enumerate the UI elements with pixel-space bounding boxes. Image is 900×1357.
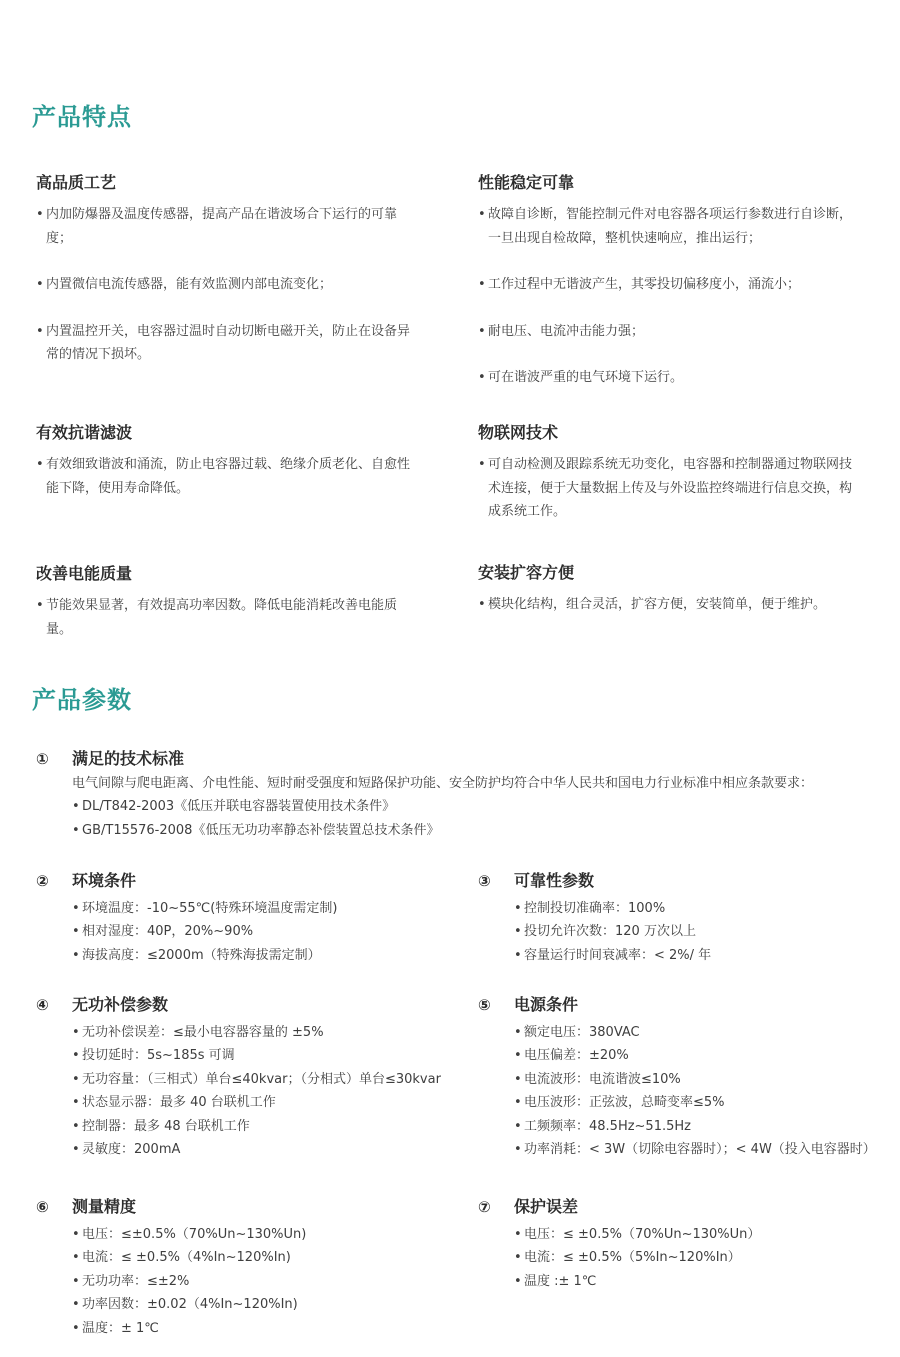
list-item: • DL/T842-2003《低压并联电容器装置使用技术条件》 bbox=[72, 795, 813, 818]
feature-block-iot bbox=[478, 422, 858, 547]
param-title: 满足的技术标准 bbox=[72, 749, 185, 768]
feature-block-quality bbox=[36, 172, 416, 390]
param-block-environment bbox=[36, 870, 337, 967]
list-item: • 电流：≤ ±0.5%（4%In~120%In) bbox=[72, 1246, 306, 1269]
feature-title: 改善电能质量 bbox=[36, 564, 133, 583]
feature-block-filter bbox=[36, 422, 416, 523]
param-number: ① bbox=[36, 750, 49, 768]
list-item: • 内加防爆器及温度传感器，提高产品在谐波场合下运行的可靠度； bbox=[36, 203, 416, 250]
list-item: • 额定电压：380VAC bbox=[514, 1021, 876, 1044]
param-list bbox=[514, 1021, 876, 1161]
list-item: • 温度 :± 1℃ bbox=[514, 1270, 760, 1293]
list-item: • 有效细致谐波和涌流，防止电容器过载、绝缘介质老化、自愈性能下降，使用寿命降低。 bbox=[36, 453, 416, 500]
param-description: 电气间隙与爬电距离、介电性能、短时耐受强度和短路保护功能、安全防护均符合中华人民共和国电力行业标准中相应条款要求： bbox=[72, 776, 814, 791]
list-item: • GB/T15576-2008《低压无功功率静态补偿装置总技术条件》 bbox=[72, 819, 813, 842]
list-item: • 工作过程中无谐波产生，其零投切偏移度小，涌流小； bbox=[478, 273, 858, 297]
feature-block-power-quality bbox=[36, 563, 416, 664]
list-item: • 电压：≤±0.5%（70%Un~130%Un) bbox=[72, 1223, 306, 1246]
param-list bbox=[72, 897, 337, 967]
param-block-reliability bbox=[478, 870, 711, 967]
list-item: • 功率消耗：< 3W（切除电容器时）；< 4W（投入电容器时） bbox=[514, 1138, 876, 1161]
param-list bbox=[514, 1223, 760, 1293]
list-item: • 电流：≤ ±0.5%（5%In~120%In） bbox=[514, 1246, 760, 1269]
list-item: • 电压波形：正弦波，总畸变率≤5% bbox=[514, 1091, 876, 1114]
list-item: • 状态显示器：最多 40 台联机工作 bbox=[72, 1091, 441, 1114]
param-header bbox=[36, 1196, 306, 1218]
list-item: • 节能效果显著，有效提高功率因数。降低电能消耗改善电能质量。 bbox=[36, 594, 416, 641]
list-item: • 相对湿度：40P，20%~90% bbox=[72, 920, 337, 943]
list-item: • 内置温控开关，电容器过温时自动切断电磁开关，防止在设备异常的情况下损坏。 bbox=[36, 320, 416, 367]
feature-list bbox=[478, 203, 858, 390]
list-item: • 控制投切准确率：100% bbox=[514, 897, 711, 920]
list-item: • 故障自诊断，智能控制元件对电容器各项运行参数进行自诊断，一旦出现自检故障，整机快速响应，推出运行； bbox=[478, 203, 858, 250]
feature-title: 物联网技术 bbox=[478, 423, 559, 442]
list-item: • 容量运行时间衰减率：< 2%/ 年 bbox=[514, 944, 711, 967]
param-header bbox=[478, 994, 876, 1016]
list-item: • 温度：± 1℃ bbox=[72, 1317, 306, 1340]
param-header bbox=[36, 748, 813, 770]
param-number: ⑦ bbox=[478, 1198, 491, 1216]
param-title: 测量精度 bbox=[72, 1197, 137, 1216]
list-item: • 控制器：最多 48 台联机工作 bbox=[72, 1115, 441, 1138]
param-list bbox=[514, 897, 711, 967]
list-item: • 耐电压、电流冲击能力强； bbox=[478, 320, 858, 344]
param-title: 可靠性参数 bbox=[514, 871, 595, 890]
param-list bbox=[72, 1021, 441, 1161]
list-item: • 投切允许次数：120 万次以上 bbox=[514, 920, 711, 943]
param-title: 保护误差 bbox=[514, 1197, 579, 1216]
param-block-measurement bbox=[36, 1196, 306, 1340]
feature-title: 安装扩容方便 bbox=[478, 563, 575, 582]
features-section-title: 产品特点 bbox=[32, 103, 132, 131]
param-list bbox=[72, 795, 813, 842]
list-item: • 电流波形：电流谐波≤10% bbox=[514, 1068, 876, 1091]
param-list bbox=[72, 1223, 306, 1340]
list-item: • 无功功率：≤±2% bbox=[72, 1270, 306, 1293]
list-item: • 工频频率：48.5Hz~51.5Hz bbox=[514, 1115, 876, 1138]
param-title: 环境条件 bbox=[72, 871, 137, 890]
feature-title: 性能稳定可靠 bbox=[478, 173, 575, 192]
param-header bbox=[478, 870, 711, 892]
list-item: • 内置微信电流传感器，能有效监测内部电流变化； bbox=[36, 273, 416, 297]
feature-block-install bbox=[478, 562, 858, 640]
param-header bbox=[36, 994, 441, 1016]
param-number: ⑥ bbox=[36, 1198, 49, 1216]
param-title: 电源条件 bbox=[514, 995, 579, 1014]
param-header bbox=[478, 1196, 760, 1218]
feature-list bbox=[478, 593, 858, 617]
param-number: ② bbox=[36, 872, 49, 890]
param-number: ⑤ bbox=[478, 996, 491, 1014]
param-number: ④ bbox=[36, 996, 49, 1014]
list-item: • 灵敏度：200mA bbox=[72, 1138, 441, 1161]
param-block-protection bbox=[478, 1196, 760, 1293]
feature-title: 有效抗谐滤波 bbox=[36, 423, 133, 442]
list-item: • 海拔高度：≤2000m（特殊海拔需定制） bbox=[72, 944, 337, 967]
param-block-power-supply bbox=[478, 994, 876, 1161]
list-item: • 可自动检测及跟踪系统无功变化，电容器和控制器通过物联网技术连接，便于大量数据上传及与外设监控终端进行信息交换，构成系统工作。 bbox=[478, 453, 858, 524]
list-item: • 无功容量：（三相式）单台≤40kvar；（分相式）单台≤30kvar bbox=[72, 1068, 441, 1091]
feature-title: 高品质工艺 bbox=[36, 173, 117, 192]
param-number: ③ bbox=[478, 872, 491, 890]
feature-list bbox=[478, 453, 858, 524]
list-item: • 可在谐波严重的电气环境下运行。 bbox=[478, 366, 858, 390]
list-item: • 模块化结构，组合灵活，扩容方便，安装简单，便于维护。 bbox=[478, 593, 858, 617]
list-item: • 投切延时：5s~185s 可调 bbox=[72, 1044, 441, 1067]
param-block-compensation bbox=[36, 994, 441, 1161]
param-block-standards bbox=[36, 748, 813, 842]
feature-block-stable bbox=[478, 172, 858, 413]
feature-list bbox=[36, 594, 416, 641]
param-title: 无功补偿参数 bbox=[72, 995, 169, 1014]
list-item: • 电压：≤ ±0.5%（70%Un~130%Un） bbox=[514, 1223, 760, 1246]
list-item: • 无功补偿误差：≤最小电容器容量的 ±5% bbox=[72, 1021, 441, 1044]
feature-list bbox=[36, 453, 416, 500]
list-item: • 电压偏差：±20% bbox=[514, 1044, 876, 1067]
feature-list bbox=[36, 203, 416, 367]
list-item: • 环境温度：-10~55℃(特殊环境温度需定制) bbox=[72, 897, 337, 920]
param-header bbox=[36, 870, 337, 892]
list-item: • 功率因数：±0.02（4%In~120%In) bbox=[72, 1293, 306, 1316]
params-section-title: 产品参数 bbox=[32, 686, 132, 714]
